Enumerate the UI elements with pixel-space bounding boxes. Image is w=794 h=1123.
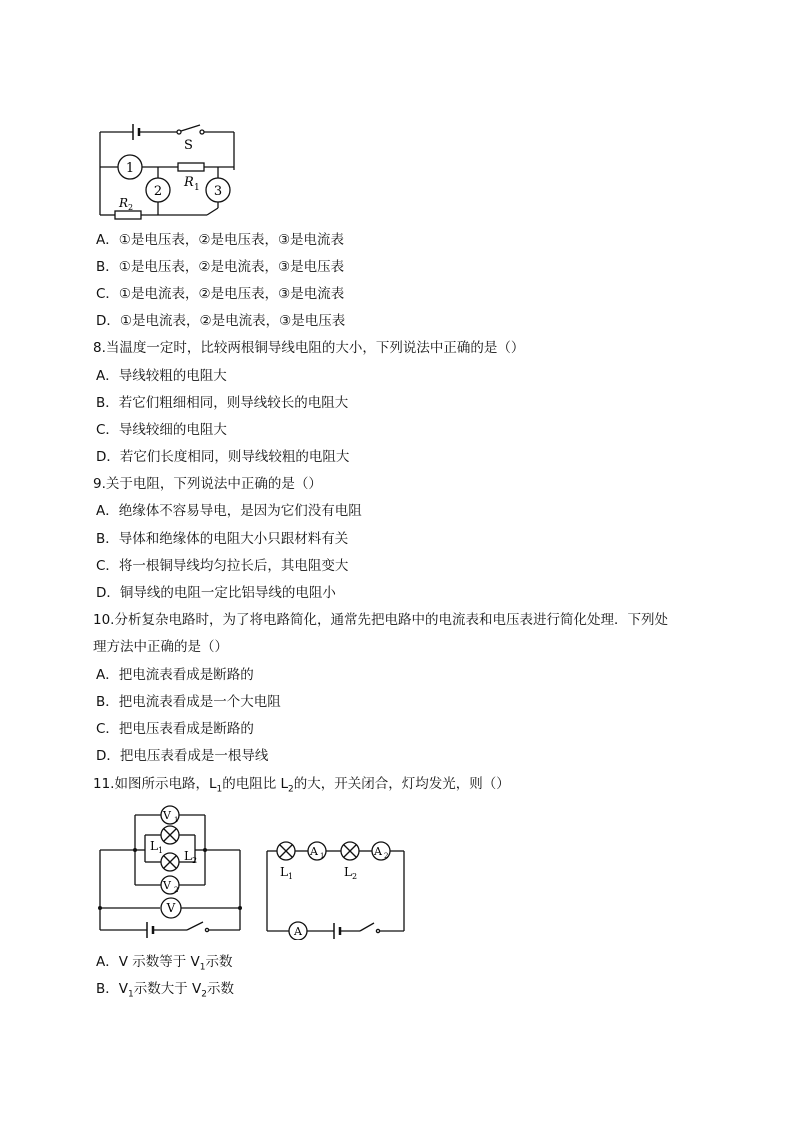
q10-stem-line2: 理方法中正确的是（） <box>93 639 228 655</box>
q11-option-b-sub-2: 2 <box>201 989 207 1000</box>
v1-subscript: 1 <box>174 816 179 824</box>
q11-option-b-text-end: 示数 <box>207 981 234 997</box>
q10-option-a[interactable]: A．把电流表看成是断路的 <box>96 667 254 683</box>
r2-subscript: 2 <box>128 203 134 212</box>
q11-option-a[interactable] <box>96 953 233 977</box>
v2-label: V <box>163 879 171 892</box>
q11-option-a-text: A．V 示数等于 V <box>96 954 200 970</box>
q11-option-b-sub-1: 1 <box>128 989 134 1000</box>
r1-label: R <box>184 175 194 190</box>
a2-subscript: 2 <box>384 852 389 860</box>
q11-stem-part-c: 的大，开关闭合，灯均发光，则（） <box>293 776 510 792</box>
q11-option-b-text: B．V <box>96 981 128 997</box>
v2-subscript: 2 <box>174 886 179 894</box>
r1-subscript: 1 <box>194 183 200 193</box>
q8-option-c[interactable]: C．导线较细的电阻大 <box>96 422 227 438</box>
q9-stem: 9.关于电阻，下列说法中正确的是（） <box>93 476 322 492</box>
q11-stem-part-b: 的电阻比 L <box>222 776 289 792</box>
q9-option-c[interactable]: C．将一根铜导线均匀拉长后，其电阻变大 <box>96 558 349 574</box>
q10-option-b[interactable]: B．把电流表看成是一个大电阻 <box>96 694 281 710</box>
q11-stem-sub-1: 1 <box>216 784 223 795</box>
l2-label-right: L <box>344 865 352 879</box>
q11-stem <box>93 775 510 799</box>
q8-option-a[interactable]: A．导线较粗的电阻大 <box>96 368 227 384</box>
meter-3-label: 3 <box>213 184 223 199</box>
q8-option-d[interactable]: D．若它们长度相同，则导线较粗的电阻大 <box>96 449 350 465</box>
v1-label: V <box>163 809 171 822</box>
q8-stem: 8.当温度一定时，比较两根铜导线电阻的大小，下列说法中正确的是（） <box>93 340 525 356</box>
q11-option-a-text-end: 示数 <box>205 954 233 970</box>
q11-option-b[interactable] <box>96 980 234 1004</box>
v-label: V <box>166 901 176 915</box>
a-label: A <box>294 925 302 938</box>
q11-stem-part-a: 11.如图所示电路，L <box>93 776 217 792</box>
l1-subscript-left: 1 <box>158 846 164 855</box>
meter-2-label: 2 <box>153 184 163 199</box>
q7-option-d[interactable]: D．①是电流表，②是电流表，③是电压表 <box>96 313 346 329</box>
a2-label: A <box>374 845 382 858</box>
switch-label: S <box>184 138 193 153</box>
l2-subscript-right: 2 <box>352 872 358 881</box>
q7-circuit-diagram <box>95 120 240 222</box>
a1-label: A <box>310 845 318 858</box>
l1-subscript-right: 1 <box>288 872 294 881</box>
meter-1-label: 1 <box>125 161 135 176</box>
l2-label-left: L <box>184 849 192 863</box>
q7-option-c[interactable]: C．①是电流表，②是电压表，③是电流表 <box>96 286 345 302</box>
r2-label: R <box>119 196 129 210</box>
q10-option-d[interactable]: D．把电压表看成是一根导线 <box>96 748 269 764</box>
q9-option-b[interactable]: B．导体和绝缘体的电阻大小只跟材料有关 <box>96 531 349 547</box>
q11-right-circuit <box>262 838 410 940</box>
q11-stem-sub-2: 2 <box>288 784 294 795</box>
q10-stem-line1: 10.分析复杂电路时，为了将电路简化，通常先把电路中的电流表和电压表进行简化处理．下列处 <box>93 612 668 628</box>
q11-left-circuit <box>95 800 247 945</box>
q7-option-b[interactable]: B．①是电压表，②是电流表，③是电压表 <box>96 259 345 275</box>
l1-label-left: L <box>150 839 158 853</box>
l2-subscript-left: 2 <box>192 856 198 865</box>
q7-option-a[interactable]: A．①是电压表，②是电压表，③是电流表 <box>96 232 345 248</box>
q9-option-a[interactable]: A．绝缘体不容易导电，是因为它们没有电阻 <box>96 503 362 519</box>
q9-option-d[interactable]: D．铜导线的电阻一定比铝导线的电阻小 <box>96 585 336 601</box>
q10-option-c[interactable]: C．把电压表看成是断路的 <box>96 721 254 737</box>
q8-option-b[interactable]: B．若它们粗细相同，则导线较长的电阻大 <box>96 395 349 411</box>
q11-option-a-sub: 1 <box>199 962 206 973</box>
a1-subscript: 1 <box>320 852 325 860</box>
q11-option-b-text-mid: 示数大于 V <box>133 981 202 997</box>
l1-label-right: L <box>280 865 288 879</box>
